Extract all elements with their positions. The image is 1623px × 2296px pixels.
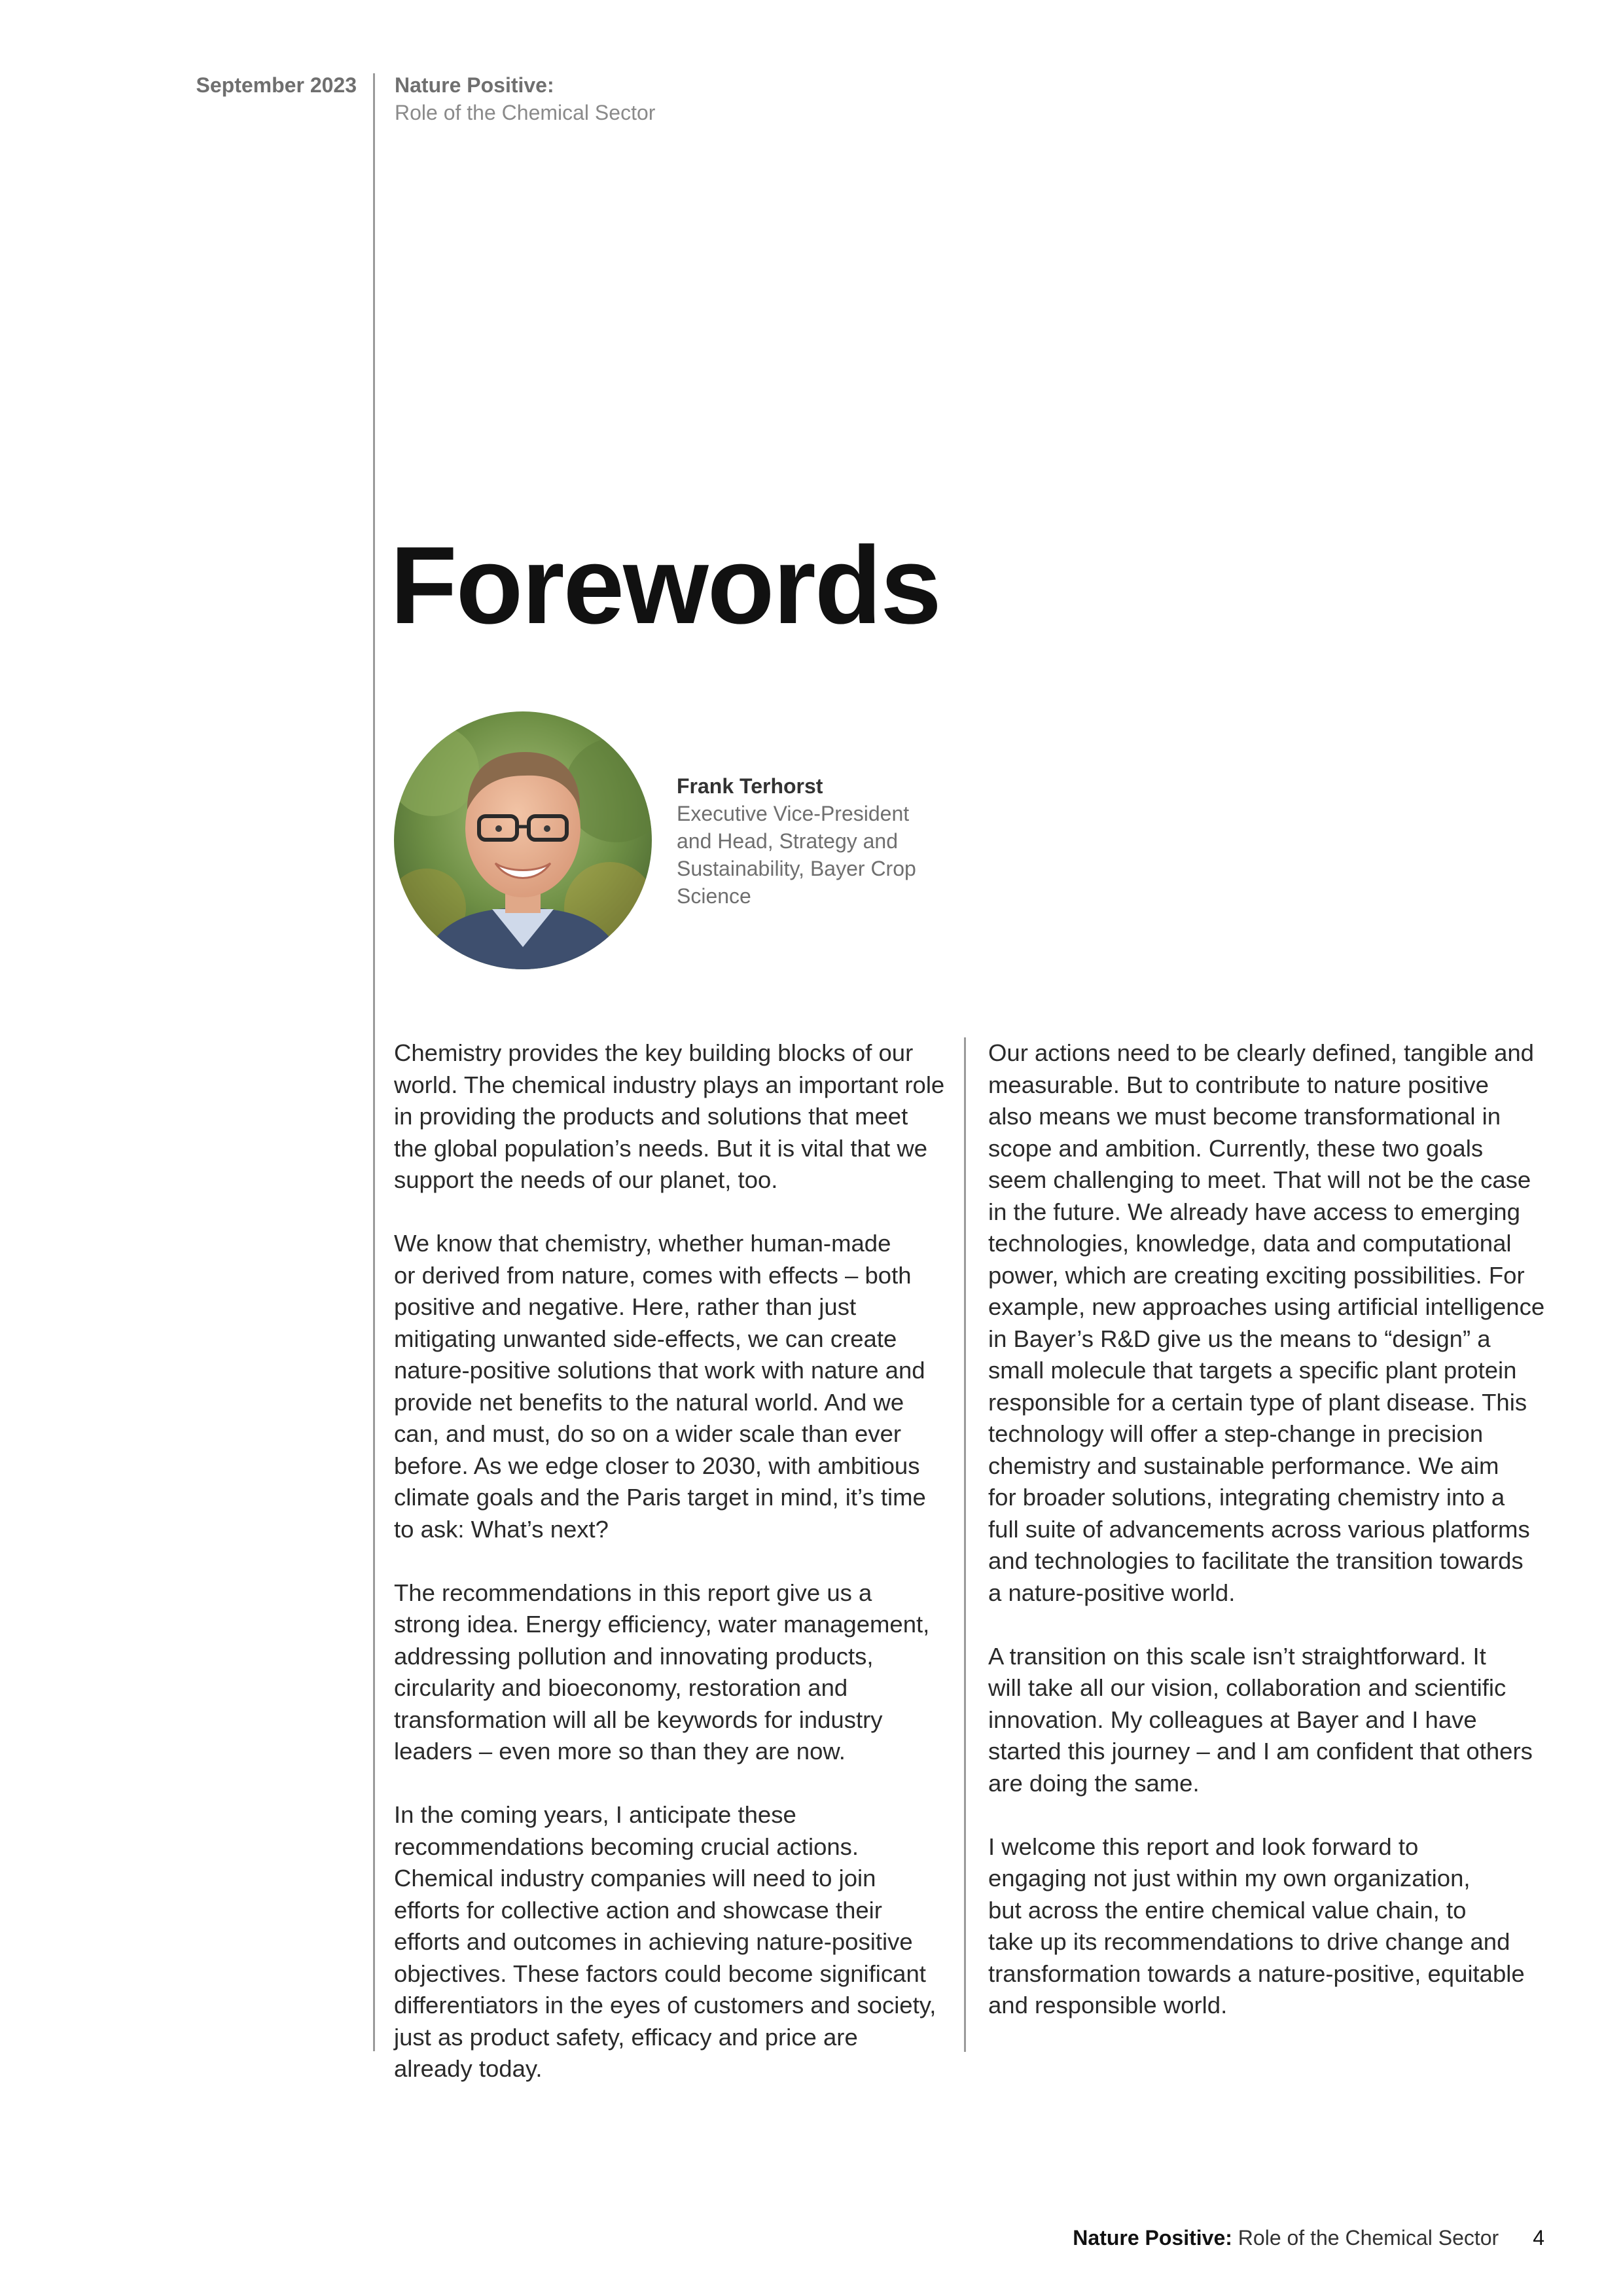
paragraph: Our actions need to be clearly defined, tangible and measurable. But to contribute to nature positive also means we must become transformational in scope and ambition. Currently, these two goals seem challenging to meet. That will not be the case in the future. We already have access to emerging technologies, knowledge, data and computational power, which are creating exciting possibilities. For example, new approaches using artificial intelligence in Bayer’s R&D give us the means to “design” a small molecule that targets a specific plant protein responsible for a certain type of plant disease. This technology will offer a step-change in precision chemistry and sustainable performance. We aim for broader solutions, integrating chemistry into a full suite of advancements across various platforms and technologies to facilitate the transition towards a nature-positive world. bbox=[988, 1039, 1545, 1606]
paragraph: I welcome this report and look forward to engaging not just within my own organization, but across the entire chemical value chain, to take up its recommendations to drive change and transformation towards a nature-positive, equitable and responsible world. bbox=[988, 1833, 1525, 2018]
author-block bbox=[677, 772, 952, 910]
paragraph: Chemistry provides the key building blocks of our world. The chemical industry plays an important role in providing the products and solutions that meet the global population’s needs. But it is vital that we support the needs of our planet, too. bbox=[394, 1039, 945, 1193]
page-footer bbox=[1073, 2226, 1544, 2250]
paragraph: We know that chemistry, whether human-made or derived from nature, comes with effects – both positive and negative. Here, rather than just mitigating unwanted side-effects, we can create nature-positive solutions that work with nature and provide net benefits to the natural world. And we can, and must, do so on a wider scale than ever before. As we edge closer to 2030, with ambitious climate goals and the Paris target in mind, it’s time to ask: What’s next? bbox=[394, 1230, 926, 1543]
page-title: Forewords bbox=[390, 524, 940, 647]
paragraph: A transition on this scale isn’t straightforward. It will take all our vision, collaboration and scientific innovation. My colleagues at Bayer and I have started this journey – and I am confident that others are doing the same. bbox=[988, 1642, 1533, 1797]
page-number: 4 bbox=[1533, 2226, 1544, 2250]
author-role-line: and Head, Strategy and bbox=[677, 829, 899, 853]
foreword-column-right bbox=[988, 1037, 1564, 2053]
footer-title: Role of the Chemical Sector bbox=[1232, 2226, 1499, 2250]
author-role-line: Science bbox=[677, 884, 751, 908]
header-title: Nature Positive: bbox=[395, 73, 554, 97]
paragraph: In the coming years, I anticipate these recommendations becoming crucial actions. Chemical industry companies will need to join efforts for collective action and showcase their efforts and outcomes in achieving nature-positive objectives. These factors could become significant differentiators in the eyes of customers and society, just as product safety, efficacy and price are already today. bbox=[394, 1801, 936, 2082]
paragraph: The recommendations in this report give us a strong idea. Energy efficiency, water management, addressing pollution and innovating products, circularity and bioeconomy, restoration and transformation will all be keywords for industry leaders – even more so than they are now. bbox=[394, 1579, 930, 1765]
author-role-line: Executive Vice-President bbox=[677, 802, 910, 825]
header-divider bbox=[373, 73, 375, 2051]
column-divider bbox=[964, 1037, 966, 2052]
author-portrait bbox=[394, 711, 652, 969]
header-subtitle: Role of the Chemical Sector bbox=[395, 101, 656, 124]
foreword-column-left bbox=[394, 1037, 957, 2117]
footer-brand: Nature Positive: bbox=[1073, 2226, 1232, 2250]
author-role-line: Sustainability, Bayer Crop bbox=[677, 857, 916, 880]
header-date: September 2023 bbox=[196, 73, 357, 97]
author-name: Frank Terhorst bbox=[677, 774, 823, 798]
